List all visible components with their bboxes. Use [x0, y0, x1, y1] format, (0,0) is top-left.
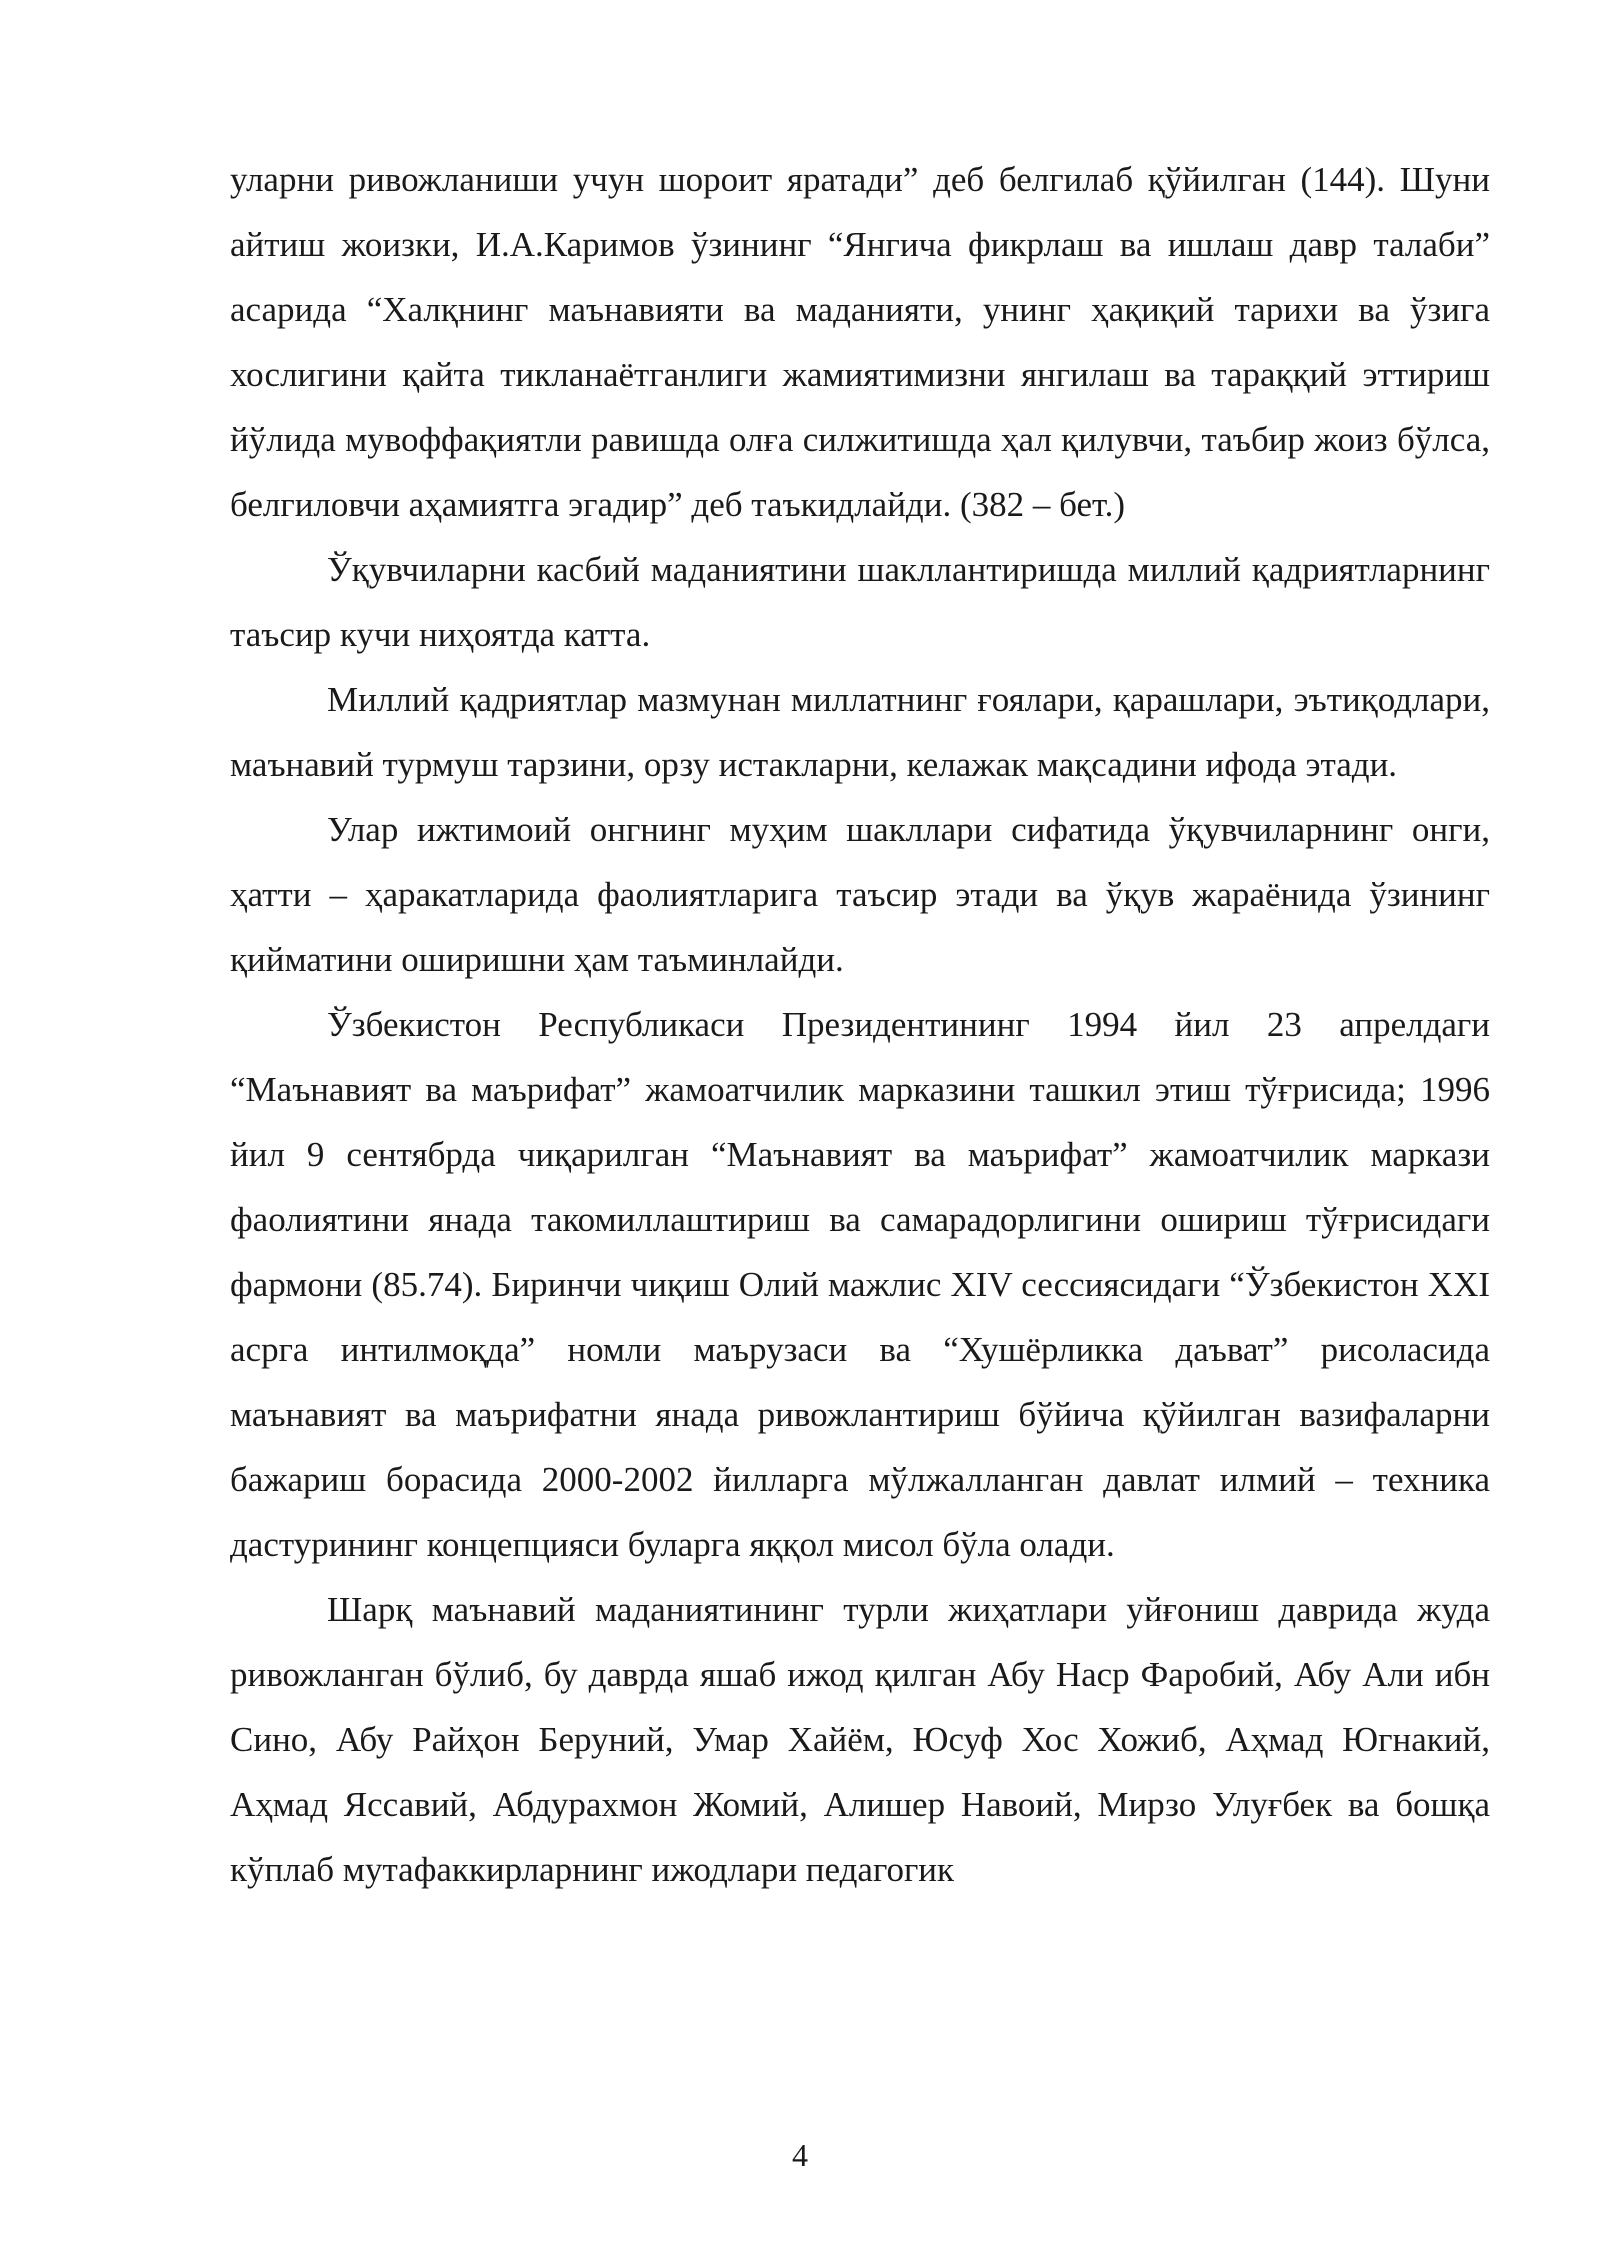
- page-number: 4: [792, 2137, 808, 2173]
- paragraph-social-consciousness: Улар ижтимоий онгнинг муҳим шакллари сифатида ўқувчиларнинг онги, ҳатти – ҳаракатларида фаолиятларига таъсир этади ва ўқув жараёнида ўзининг қийматини оширишни ҳам таъминлайди.: [230, 810, 1490, 979]
- paragraph-presidential-decrees: Ўзбекистон Республикаси Президентининг 1994 йил 23 апрелдаги “Маънавият ва маърифат” жамоатчилик марказини ташкил этиш тўғрисида; 1996 йил 9 сентябрда чиқарилган “Маънавият ва маърифат” жамоатчилик маркази фаолиятини янада такомиллаштириш ва самарадорлигини ошириш тўғрисидаги фармони (85.74). Биринчи чиқиш Олий мажлис XIV сессиясидаги “Ўзбекистон XXI асрга интилмоқда” номли маърузаси ва “Хушёрликка даъват” рисоласида маънавият ва маърифатни янада ривожлантириш бўйича қўйилган вазифаларни бажариш борасида 2000-2002 йилларга мўлжалланган давлат илмий – техника дастурининг концепцияси буларга яққол мисол бўла олади.: [230, 1005, 1490, 1564]
- paragraph-professional-culture: Ўқувчиларни касбий маданиятини шакллантиришда миллий қадриятларнинг таъсир кучи ниҳоятда катта.: [230, 550, 1490, 654]
- paragraph-continuation: уларни ривожланиши учун шороит яратади” деб белгилаб қўйилган (144). Шуни айтиш жоизки, И.А.Каримов ўзининг “Янгича фикрлаш ва ишлаш давр талаби” асарида “Халқнинг маънавияти ва маданияти, унинг ҳақиқий тарихи ва ўзига хослигини қайта тикланаётганлиги жамиятимизни янгилаш ва тараққий эттириш йўлида мувоффақиятли равишда олға силжитишда ҳал қилувчи, таъбир жоиз бўлса, белгиловчи аҳамиятга эгадир” деб таъкидлайди. (382 – бет.): [230, 160, 1490, 524]
- paragraph-national-values: Миллий қадриятлар мазмунан миллатнинг ғоялари, қарашлари, эътиқодлари, маънавий турмуш тарзини, орзу истакларни, келажак мақсадини ифода этади.: [230, 680, 1490, 784]
- body-text: [230, 147, 1490, 1902]
- paragraph-eastern-culture: Шарқ маънавий маданиятининг турли жиҳатлари уйғониш даврида жуда ривожланган бўлиб, бу даврда яшаб ижод қилган Абу Наср Фаробий, Абу Али ибн Сино, Абу Райҳон Беруний, Умар Хайём, Юсуф Хос Хожиб, Аҳмад Югнакий, Аҳмад Яссавий, Абдурахмон Жомий, Алишер Навоий, Мирзо Улуғбек ва бошқа кўплаб мутафаккирларнинг ижодлари педагогик: [230, 1590, 1490, 1889]
